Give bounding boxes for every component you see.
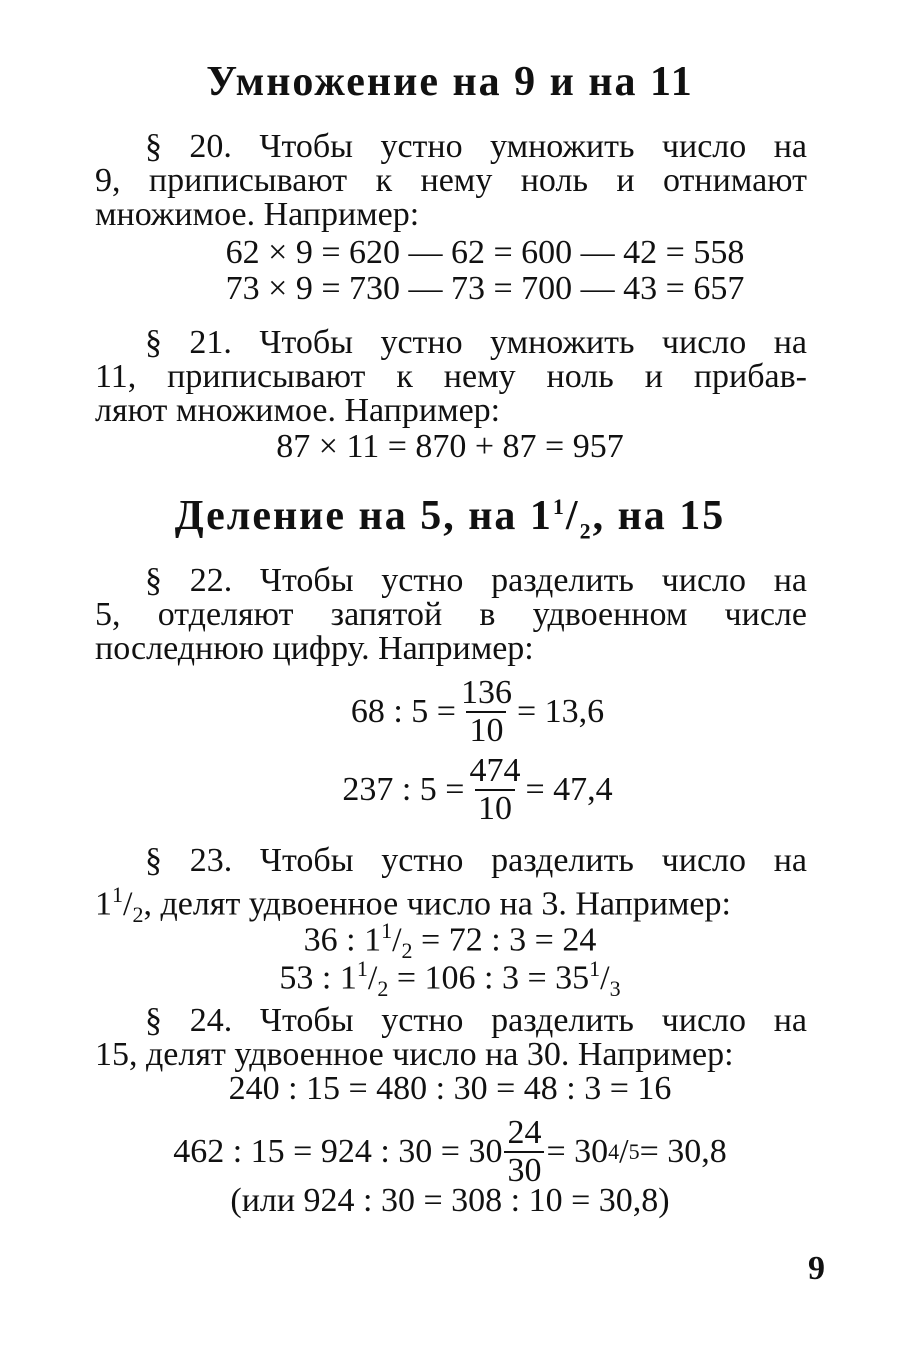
equation-23-1: 36 : $1^1/_2 = 72$ : 3 = 24 xyxy=(303,918,597,964)
equation-24-1: 240 : 15 = 480 : 30 = 48 : 3 = 16 xyxy=(228,1070,672,1107)
section-heading-multiplication: Умножение на 9 и на 11 xyxy=(206,59,694,105)
paragraph-line: 9, приписывают к нему ноль и отнимают xyxy=(95,162,807,199)
equation-24-3: (или 924 : 30 = 308 : 10 = 30,8) xyxy=(230,1182,670,1219)
equation-22-2: 237 : 5 = $\frac{474}{10}$ = 47,4 xyxy=(342,752,613,827)
paragraph-line: § 23. Чтобы устно разделить число на xyxy=(145,842,807,879)
paragraph-24 xyxy=(95,1004,807,1072)
equation-20-2: 73 × 9 = 730 — 73 = 700 — 43 = 657 xyxy=(225,270,745,307)
paragraph-20 xyxy=(95,130,807,232)
paragraph-line: 15, делят удвоенное число на 30. Например: xyxy=(95,1036,734,1073)
paragraph-line: § 21. Чтобы устно умножить число на xyxy=(145,324,807,361)
paragraph-line: § 24. Чтобы устно разделить число на xyxy=(145,1002,807,1039)
paragraph-line: множимое. Например: xyxy=(95,196,420,233)
page-number: 9 xyxy=(808,1250,825,1287)
paragraph-line: последнюю цифру. Например: xyxy=(95,630,534,667)
equation-21: 87 × 11 = 870 + 87 = 957 xyxy=(276,428,624,465)
section-heading-division: Деление на 5, на $1^1/_2$, на 15 xyxy=(174,493,726,544)
fraction: $\frac{24}{30}$ xyxy=(504,1115,544,1189)
fraction: $\frac{474}{10}$ xyxy=(469,752,521,827)
paragraph-23 xyxy=(95,842,807,928)
paragraph-21 xyxy=(95,326,807,428)
paragraph-22 xyxy=(95,564,807,666)
equation-22-1: 68 : 5 = $\frac{136}{10}$ = 13,6 xyxy=(350,674,605,749)
paragraph-line: ляют множимое. Например: xyxy=(95,392,501,429)
paragraph-line: 5, отделяют запятой в удвоенном числе xyxy=(95,596,807,633)
equation-20-1: 62 × 9 = 620 — 62 = 600 — 42 = 558 xyxy=(225,234,745,271)
equation-23-2: 53 : $1^1/_2 = 106$ : $3 = 35^1/_3$ xyxy=(279,956,621,1002)
paragraph-line: § 22. Чтобы устно разделить число на xyxy=(145,562,807,599)
paragraph-line: 11, приписывают к нему ноль и прибав- xyxy=(95,358,807,395)
fraction: $\frac{136}{10}$ xyxy=(460,674,512,749)
paragraph-line: $1^1/_2$, делят удвоенное число на 3. Например: xyxy=(95,882,731,928)
equation-24-2: 462 : 15 = 924 : 30 = 30 $\frac{24}{30}$ = 30 4 / 5 = 30,8 xyxy=(173,1114,727,1189)
paragraph-line: § 20. Чтобы устно умножить число на xyxy=(145,128,807,165)
